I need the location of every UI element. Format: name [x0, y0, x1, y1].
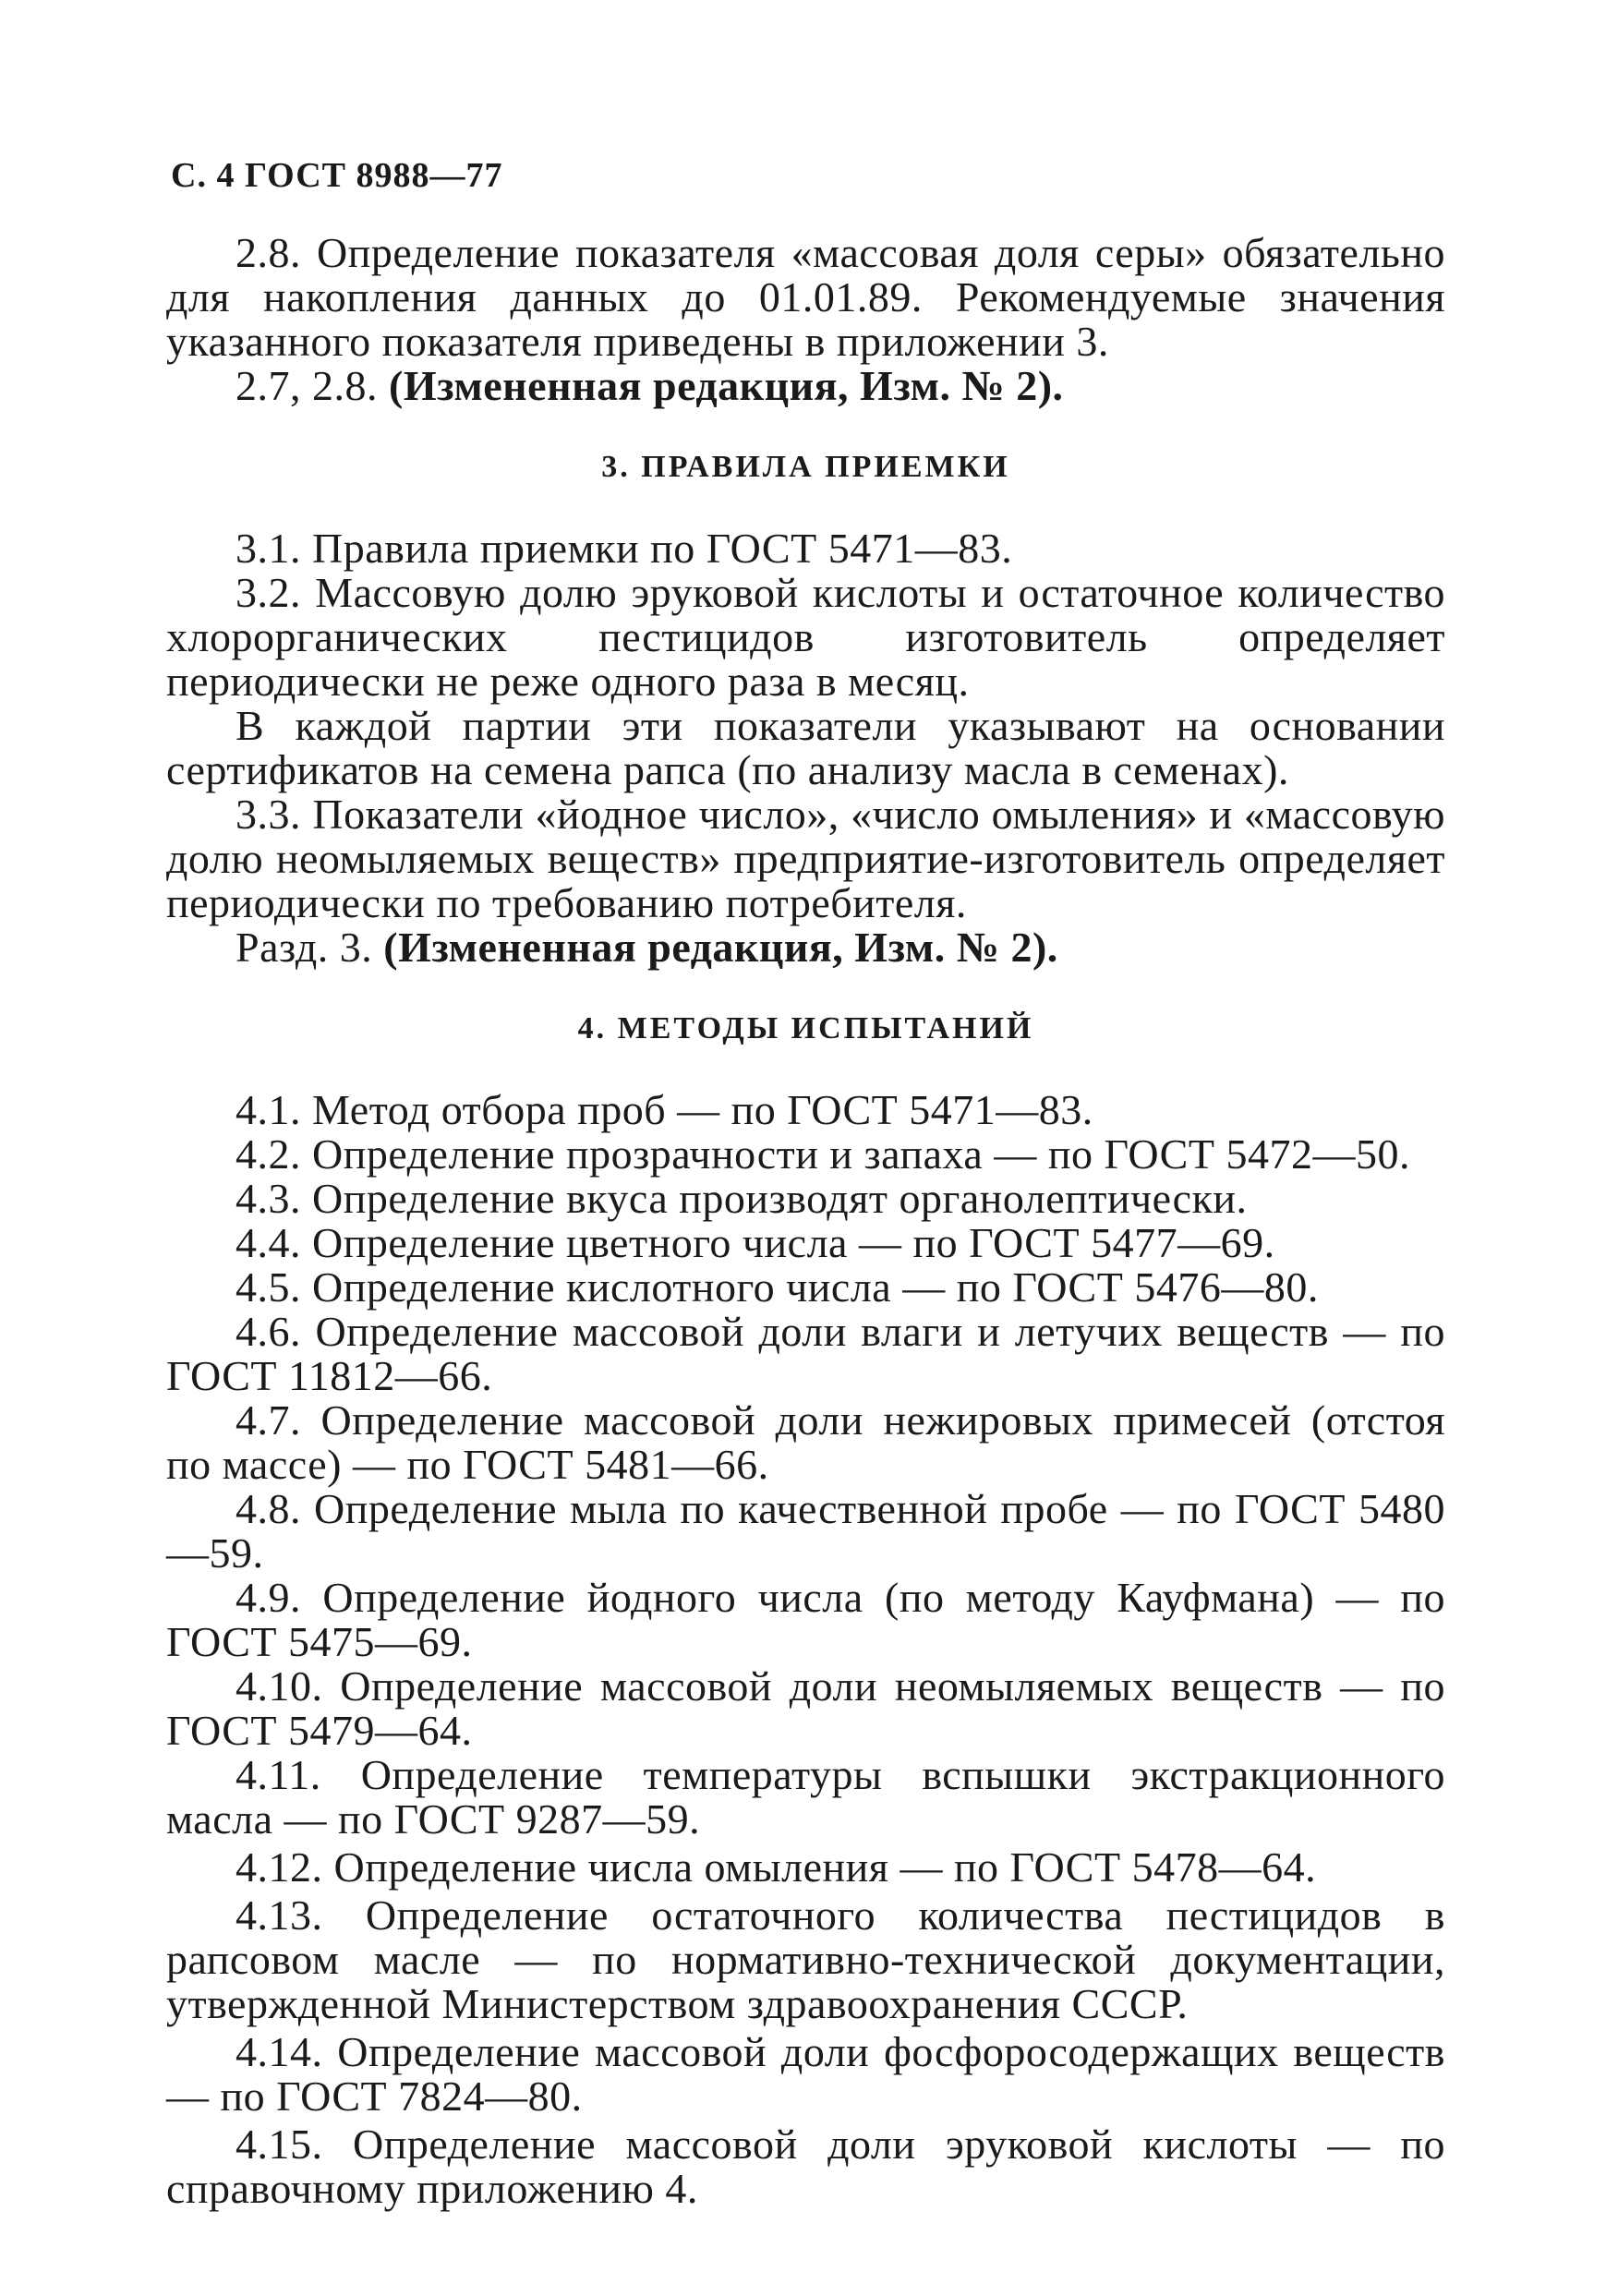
paragraph-4-12: 4.12. Определение числа омыления — по ГОСТ 5478—64.: [235, 1843, 1317, 1891]
amendment-ref: 2.7, 2.8.: [235, 362, 378, 409]
paragraph-4-2: 4.2. Определение прозрачности и запаха — по ГОСТ 5472—50.: [235, 1130, 1410, 1178]
amendment-text: (Измененная редакция, Изм. № 2).: [383, 924, 1058, 971]
paragraph-4-4: 4.4. Определение цветного числа — по ГОСТ 5477—69.: [235, 1219, 1275, 1266]
section-3-heading: 3. ПРАВИЛА ПРИЕМКИ: [601, 450, 1010, 484]
running-head: С. 4 ГОСТ 8988—77: [171, 156, 503, 195]
paragraph-4-7: 4.7. Определение массовой доли нежировых примесей (отстоя по массе) — по ГОСТ 5481—66.: [166, 1396, 1445, 1488]
paragraph-3-2: 3.2. Массовую долю эруковой кислоты и остаточное количество хлорорганических пестицидов изготовитель определяет периодически не реже одного раза в месяц.: [166, 569, 1445, 705]
paragraph-4-9: 4.9. Определение йодного числа (по методу Кауфмана) — по ГОСТ 5475—69.: [166, 1574, 1445, 1665]
section-4-heading: 4. МЕТОДЫ ИСПЫТАНИЙ: [577, 1011, 1034, 1045]
page-body: [166, 231, 1445, 2211]
paragraph-4-6: 4.6. Определение массовой доли влаги и летучих веществ — по ГОСТ 11812—66.: [166, 1308, 1445, 1399]
paragraph-4-13: 4.13. Определение остаточного количества пестицидов в рапсовом масле — по нормативно-технической документации, утвержденной Министерством здравоохранения СССР.: [166, 1891, 1445, 2027]
paragraph-4-5: 4.5. Определение кислотного числа — по ГОСТ 5476—80.: [235, 1263, 1319, 1311]
paragraph-4-10: 4.10. Определение массовой доли неомыляемых веществ — по ГОСТ 5479—64.: [166, 1662, 1445, 1754]
paragraph-4-15: 4.15. Определение массовой доли эруковой кислоты — по справочному приложению 4.: [166, 2121, 1445, 2212]
paragraph-3-3: 3.3. Показатели «йодное число», «число омыления» и «массовую долю неомыляемых веществ» предприятие-изготовитель определяет периодически по требованию потребителя.: [166, 791, 1445, 926]
paragraph-3-1: 3.1. Правила приемки по ГОСТ 5471—83.: [235, 525, 1013, 572]
paragraph-4-3: 4.3. Определение вкуса производят органолептически.: [235, 1175, 1248, 1222]
paragraph-3-2-continued: В каждой партии эти показатели указывают на основании сертификатов на семена рапса (по анализу масла в семенах).: [166, 702, 1445, 793]
paragraph-2-8: 2.8. Определение показателя «массовая доля серы» обязательно для накопления данных до 01.01.89. Рекомендуемые значения указанного показателя приведены в приложении 3.: [166, 229, 1445, 365]
amendment-note-section-3: [166, 925, 1445, 970]
paragraph-4-8: 4.8. Определение мыла по качественной пробе — по ГОСТ 5480—59.: [166, 1485, 1445, 1577]
amendment-note-2-7-2-8: [166, 364, 1445, 408]
paragraph-4-1: 4.1. Метод отбора проб — по ГОСТ 5471—83.: [235, 1086, 1093, 1133]
amendment-text: (Измененная редакция, Изм. № 2).: [389, 362, 1064, 409]
amendment-ref: Разд. 3.: [235, 924, 373, 971]
paragraph-4-14: 4.14. Определение массовой доли фосфоросодержащих веществ — по ГОСТ 7824—80.: [166, 2028, 1445, 2120]
paragraph-4-11: 4.11. Определение температуры вспышки экстракционного масла — по ГОСТ 9287—59.: [166, 1751, 1445, 1843]
